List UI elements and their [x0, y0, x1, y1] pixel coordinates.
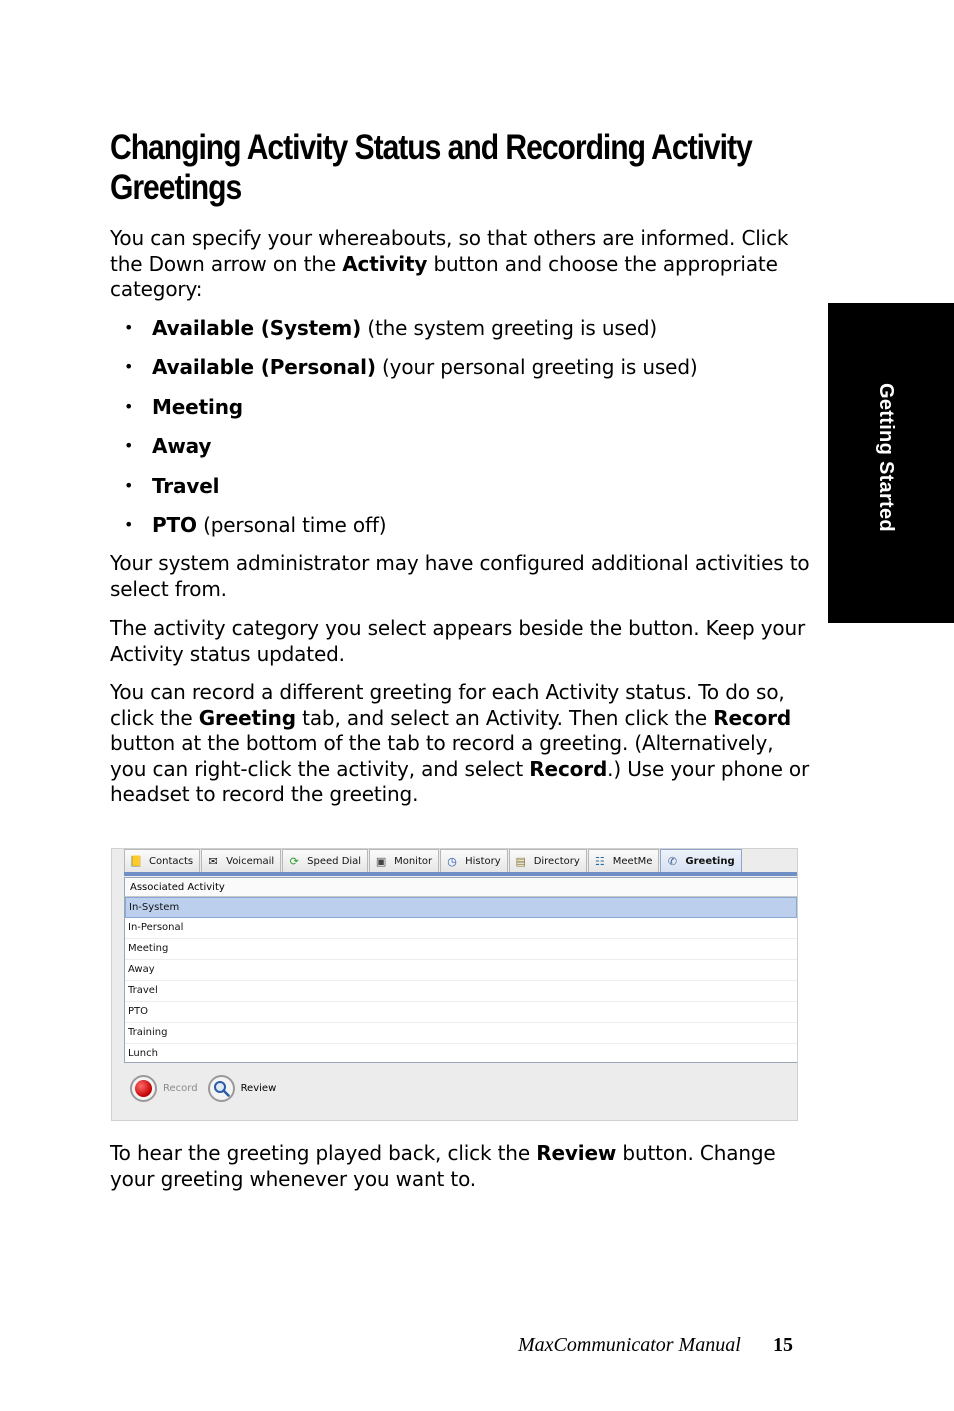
- category-paragraph: The activity category you select appears beside the button. Keep your Activity status updated.: [110, 616, 806, 666]
- tab-directory[interactable]: ▤ Directory: [509, 849, 587, 872]
- activity-grid: [124, 877, 797, 1063]
- page-heading: Changing Activity Status and Recording Activity Greetings: [110, 128, 752, 207]
- tab-speed-dial[interactable]: ⟳ Speed Dial: [282, 849, 368, 872]
- contacts-icon: 📒: [129, 854, 143, 868]
- admin-paragraph: Your system administrator may have configured additional activities to select from.: [110, 551, 810, 601]
- intro-text-2: button and choose the appropriate category:: [110, 251, 778, 301]
- page-number: 15: [773, 1334, 793, 1356]
- greeting-icon: ✆: [667, 854, 678, 868]
- list-item[interactable]: Lunch: [125, 1044, 797, 1063]
- voicemail-icon: ✉: [208, 854, 218, 868]
- bullet-item: • Meeting: [124, 394, 243, 419]
- magnifier-icon: [208, 1075, 235, 1102]
- tab-greeting[interactable]: ✆ Greeting: [660, 849, 741, 872]
- chapter-side-tab: [828, 303, 954, 623]
- monitor-icon: ▣: [375, 854, 387, 868]
- directory-icon: ▤: [515, 854, 526, 868]
- tab-bar: [124, 849, 743, 873]
- list-item[interactable]: In-System: [125, 897, 797, 918]
- bullet-item: • Away: [124, 434, 212, 459]
- bullet-item: • Travel: [124, 473, 220, 498]
- bullet-item: • Available (Personal) (your personal greeting is used): [124, 355, 698, 380]
- record-icon: [130, 1075, 157, 1102]
- history-icon: ◷: [447, 854, 457, 868]
- tab-voicemail[interactable]: ✉ Voicemail: [201, 849, 281, 872]
- list-item[interactable]: Travel: [125, 981, 797, 1002]
- intro-paragraph: [110, 226, 810, 303]
- greeting-tab-screenshot: [111, 848, 798, 1121]
- tab-strip: [124, 872, 797, 876]
- speed-dial-icon: ⟳: [289, 854, 299, 868]
- tab-monitor[interactable]: ▣ Monitor: [369, 849, 439, 872]
- tab-contacts[interactable]: 📒 Contacts: [124, 849, 200, 872]
- bullet-item: • Available (System) (the system greeting is used): [124, 316, 658, 340]
- meetme-icon: ☷: [594, 854, 605, 868]
- list-item[interactable]: Meeting: [125, 939, 797, 960]
- review-button[interactable]: Review: [208, 1075, 277, 1102]
- tab-meetme[interactable]: ☷ MeetMe: [588, 849, 660, 872]
- review-paragraph: To hear the greeting played back, click the Review button. Change your greeting whenever you want to.: [110, 1141, 776, 1191]
- record-paragraph: You can record a different greeting for each Activity status. To do so, click the Greeting tab, and select an Activity. Then click the Record button at the bottom of the tab to record a greeting. (Alternatively, you can right-click the activity, and select Record.) Use your phone or headset to record the greeting.: [110, 680, 810, 806]
- bullet-item: • PTO (personal time off): [124, 512, 387, 537]
- list-item[interactable]: PTO: [125, 1002, 797, 1023]
- column-header-associated-activity[interactable]: Associated Activity: [125, 878, 797, 897]
- record-button[interactable]: Record: [130, 1075, 198, 1102]
- list-item[interactable]: Training: [125, 1023, 797, 1044]
- greeting-action-buttons: [130, 1075, 286, 1102]
- list-item[interactable]: Away: [125, 960, 797, 981]
- intro-bold-activity: Activity: [342, 251, 428, 276]
- chapter-side-tab-label: Getting Started: [875, 383, 897, 532]
- footer-manual-title: MaxCommunicator Manual: [518, 1334, 741, 1356]
- intro-text-1: You can specify your whereabouts, so that others are informed. Click the Down arrow on the: [110, 226, 789, 276]
- tab-history[interactable]: ◷ History: [440, 849, 508, 872]
- list-item[interactable]: In-Personal: [125, 918, 797, 939]
- activity-list: [124, 315, 698, 551]
